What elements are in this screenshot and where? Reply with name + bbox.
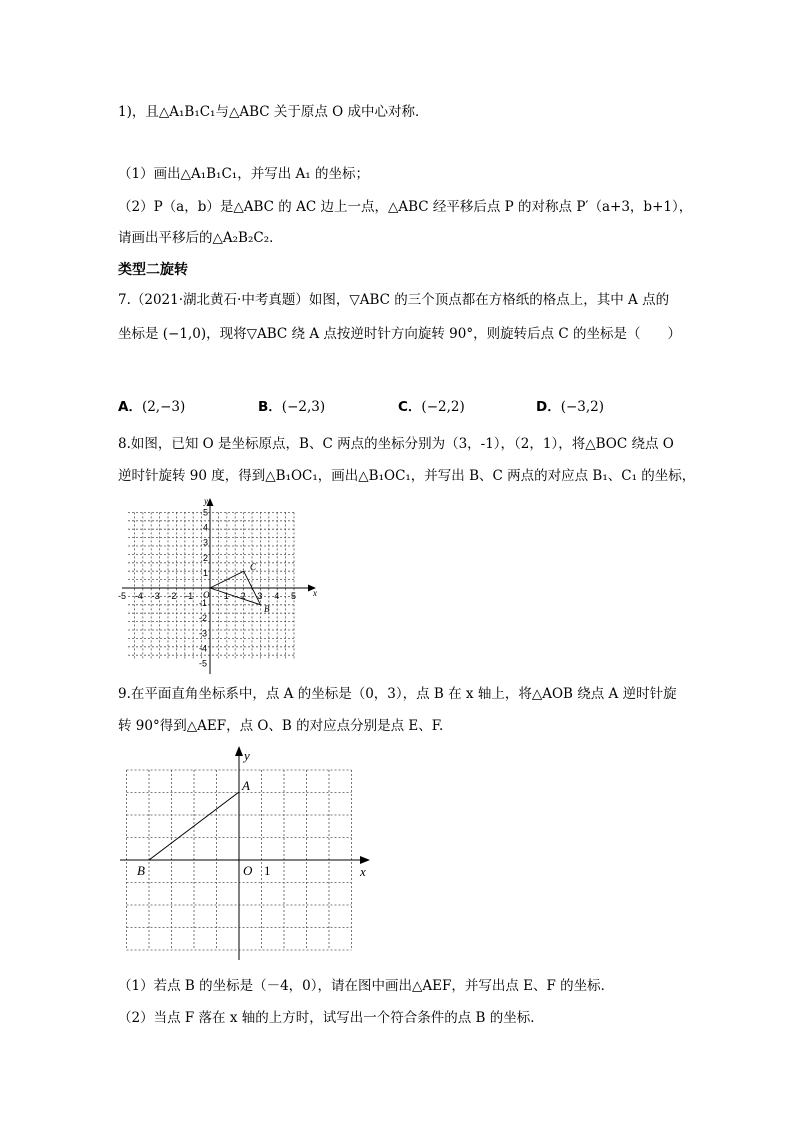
question-9-part-2: （2）当点 F 落在 x 轴的上方时，试写出一个符合条件的点 B 的坐标． (118, 1010, 544, 1026)
option-a: A．(2,−3) (118, 399, 186, 415)
subquestion-2-cont: 请画出平移后的△A₂B₂C₂． (118, 230, 283, 246)
y-tick-label: -2 (199, 613, 208, 624)
y-tick-label: 1 (203, 567, 209, 578)
axis-label-y: y (204, 496, 208, 506)
x-tick-label: 5 (291, 591, 297, 601)
section-heading: 类型二旋转 (118, 262, 188, 278)
x-tick-label: 1 (223, 591, 229, 601)
point-label-b: B (137, 863, 145, 878)
question-8-line-1: 8.如图，已知 O 是坐标原点，B、C 两点的坐标分别为（3，-1），（2，1），将△BOC 绕点 O (118, 436, 674, 452)
axis-label-y: y (244, 748, 250, 763)
y-tick-label: 3 (203, 537, 209, 548)
y-tick-label: -4 (199, 643, 208, 654)
y-tick-label: 5 (203, 507, 209, 518)
x-tick-label: -3 (151, 591, 160, 601)
y-tick-label: -3 (199, 628, 208, 639)
subquestion-1: （1）画出△A₁B₁C₁，并写出 A₁ 的坐标； (118, 166, 369, 182)
y-tick-label: 4 (203, 522, 209, 533)
question-7-line-1: 7.（2021·湖北黄石·中考真题）如图，▽ABC 的三个顶点都在方格纸的格点上，其中 A 点的 (118, 292, 670, 308)
option-d: D．(−3,2) (536, 399, 605, 415)
unit-label: 1 (264, 863, 271, 878)
question-7-line-2: 坐标是 (−1,0)，现将▽ABC 绕 A 点按逆时针方向旋转 90°，则旋转后点 C 的坐标是（ ） (118, 326, 681, 342)
question-8-line-2: 逆时针旋转 90 度，得到△B₁OC₁，画出△B₁OC₁，并写出 B、C 两点的对应点 B₁、C₁ 的坐标， (118, 468, 696, 484)
grid-lines (128, 512, 297, 658)
text-line-1: 1)，且△A₁B₁C₁与△ABC 关于原点 O 成中心对称． (118, 104, 429, 120)
figure-q9-grid (118, 746, 378, 962)
point-label-b: B (264, 604, 270, 614)
point-label-a: A (242, 778, 250, 793)
origin-label: O (203, 590, 210, 600)
subquestion-2: （2）P（a，b）是△ABC 的 AC 边上一点，△ABC 经平移后点 P 的对称点 P′（a+3，b+1）， (118, 199, 693, 215)
y-tick-label: -1 (199, 598, 208, 609)
x-tick-label: -2 (168, 591, 177, 601)
x-axis-arrow (360, 856, 370, 864)
x-tick-label: -1 (185, 591, 194, 601)
y-tick-label: -5 (199, 658, 208, 669)
axis-label-x: x (313, 588, 317, 598)
figure-q8-grid (120, 494, 320, 674)
question-9-line-1: 9.在平面直角坐标系中，点 A 的坐标是（0，3），点 B 在 x 轴上，将△AOB 绕点 A 逆时针旋 (118, 686, 677, 702)
x-tick-label: -4 (134, 591, 143, 601)
axis-label-x: x (360, 864, 366, 879)
x-tick-label: 2 (240, 591, 246, 601)
point-label-c: C (250, 562, 257, 572)
option-b: B．(−2,3) (258, 399, 326, 415)
question-9-line-2: 转 90°得到△AEF，点 O、B 的对应点分别是点 E、F. (118, 718, 444, 734)
question-9-part-1: （1）若点 B 的坐标是（－4，0），请在图中画出△AEF，并写出点 E、F 的坐标． (118, 978, 615, 994)
x-tick-label: 3 (257, 591, 263, 601)
y-tick-label: 2 (203, 552, 209, 563)
y-axis-arrow (235, 746, 243, 756)
x-tick-label: 4 (274, 591, 280, 601)
origin-label: O (243, 863, 253, 878)
x-tick-label: -5 (118, 591, 127, 601)
option-c: C．(−2,2) (398, 399, 465, 415)
